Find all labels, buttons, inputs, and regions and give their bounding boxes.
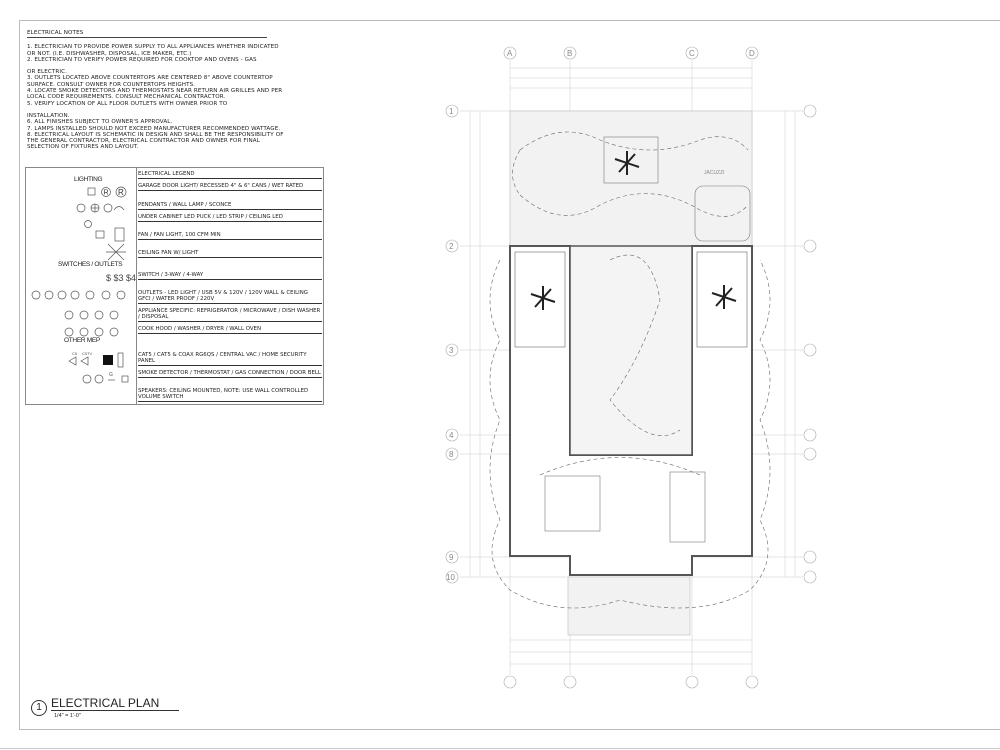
- note: 5. VERIFY LOCATION OF ALL FLOOR OUTLETS WITH OWNER PRIOR TO: [27, 100, 228, 107]
- legend-row: SWITCH / 3-WAY / 4-WAY: [138, 272, 322, 280]
- svg-text:R: R: [118, 188, 124, 197]
- legend-row: PENDANTS / WALL LAMP / SCONCE: [138, 202, 322, 210]
- legend-row: SPEAKERS: CEILING MOUNTED, NOTE: USE WALL CONTROLLED VOLUME SWITCH: [138, 388, 322, 402]
- drawing-scale: 1/4" = 1'-0": [54, 713, 81, 719]
- switch-icon: $ $3 $4: [106, 273, 136, 283]
- legend-title: ELECTRICAL LEGEND: [138, 171, 322, 179]
- smoke-detector-icon: [83, 375, 91, 383]
- legend-row: APPLIANCE SPECIFIC: REFRIGERATOR / MICROWAVE / DISH WASHER / DISPOSAL: [138, 308, 321, 320]
- legend-row: CEILING FAN W/ LIGHT: [138, 250, 322, 258]
- data-jack-icon: [69, 357, 88, 365]
- legend-category-other: OTHER MEP: [64, 337, 100, 344]
- electrical-notes: [27, 30, 287, 151]
- svg-text:2: 2: [449, 242, 454, 251]
- note: OR ELECTRIC.: [27, 69, 67, 76]
- drawing-number: 1: [31, 700, 47, 716]
- cook-hood-outlet-icons: [65, 328, 118, 336]
- svg-text:9: 9: [449, 553, 454, 562]
- legend-row: GARAGE DOOR LIGHT/ RECESSED 4" & 6" CANS / WET RATED: [138, 183, 322, 191]
- pendant-icon: [77, 204, 85, 212]
- outlet-icons: [32, 291, 125, 299]
- legend-row: CAT5 / CAT5 & COAX RG6QS / CENTRAL VAC / HOME SECURITY PANEL: [138, 352, 322, 366]
- svg-text:R: R: [103, 189, 109, 197]
- jacuzzi-label: JACUZZI: [704, 170, 725, 176]
- led-strip-icon: [114, 207, 124, 211]
- fan-light-icon: [115, 228, 124, 241]
- exhaust-fan-icon: [96, 231, 104, 238]
- legend-divider: [136, 168, 137, 404]
- note: 7. LAMPS INSTALLED SHOULD NOT EXCEED MANUFACTURER RECOMMENDED WATTAGE.: [27, 125, 281, 132]
- thermostat-icon: [95, 375, 103, 383]
- legend-category-lighting: LIGHTING: [74, 176, 103, 183]
- divider: [0, 748, 1000, 749]
- svg-text:C: C: [689, 49, 695, 58]
- svg-text:1: 1: [449, 107, 454, 116]
- patio-top: [510, 111, 752, 246]
- svg-text:10: 10: [446, 573, 455, 582]
- svg-text:B: B: [567, 49, 573, 58]
- recessed-light-icon: [88, 188, 95, 195]
- note: 6. ALL FINISHES SUBJECT TO OWNER'S APPROVAL.: [27, 119, 173, 126]
- central-vac-icon: [103, 355, 113, 365]
- drawing-name: ELECTRICAL PLAN: [51, 696, 179, 711]
- electrical-floor-plan: [430, 30, 840, 710]
- great-room: [570, 246, 692, 455]
- ceiling-fan-icon: [106, 244, 126, 260]
- legend-row: FAN / FAN LIGHT, 100 CFM MIN: [138, 232, 322, 240]
- appliance-outlet-icons: [65, 311, 118, 319]
- legend-row: COOK HOOD / WASHER / DRYER / WALL OVEN: [138, 326, 322, 334]
- note: INSTALLATION.: [27, 112, 70, 119]
- svg-text:4: 4: [449, 431, 454, 440]
- legend-symbols: [26, 168, 136, 404]
- legend-category-switches: SWITCHES / OUTLETS: [58, 261, 123, 268]
- note: 3. OUTLETS LOCATED ABOVE COUNTERTOPS ARE CENTERED 8" ABOVE COUNTERTOP SURFACE. CONSULT OWNER FOR COUNTERTOPS HEIGHTS.: [27, 75, 273, 88]
- svg-text:8: 8: [449, 450, 454, 459]
- sconce-icon: [104, 204, 112, 212]
- electrical-legend: [25, 167, 324, 405]
- led-puck-icon: [85, 221, 92, 228]
- notes-title: ELECTRICAL NOTES: [27, 30, 267, 38]
- note: 8. ELECTRICAL LAYOUT IS SCHEMATIC IN DESIGN AND SHALL BE THE RESPONSIBILITY OF THE GENERAL CONTRACTOR, ELECTRICAL CONTRACTOR AND OWNER FOR FINAL SELECTION OF FIXTURES AND LAYOUT.: [27, 131, 284, 151]
- patio-bottom: [568, 577, 690, 635]
- legend-row: OUTLETS - LED LIGHT / USB 5V & 120V / 120V WALL & CEILING GFCI / WATER PROOF / 220V: [138, 290, 322, 304]
- legend-row: UNDER CABINET LED PUCK / LED STRIP / CEILING LED: [138, 214, 322, 222]
- note: 1. ELECTRICIAN TO PROVIDE POWER SUPPLY TO ALL APPLIANCES WHETHER INDICATED OR NOT. (I.E. DISHWASHER, DISPOSAL, ICE MAKER, ETC.): [27, 44, 279, 57]
- door-bell-icon: [122, 376, 128, 382]
- gas-connection-icon: G: [109, 372, 113, 378]
- svg-text:C5: C5: [72, 351, 78, 356]
- svg-text:D: D: [749, 49, 755, 58]
- note: 4. LOCATE SMOKE DETECTORS AND THERMOSTATS NEAR RETURN AIR GRILLES AND PER LOCAL CODE REQUIREMENTS. CONSULT MECHANICAL CONTRACTOR.: [27, 88, 283, 101]
- note: 2. ELECTRICIAN TO VERIFY POWER REQUIRED FOR COOKTOP AND OVENS - GAS: [27, 56, 257, 63]
- svg-text:A: A: [507, 49, 513, 58]
- svg-text:C5TV: C5TV: [82, 351, 93, 356]
- svg-text:3: 3: [449, 346, 454, 355]
- security-panel-icon: [118, 353, 123, 367]
- legend-row: SMOKE DETECTOR / THERMOSTAT / GAS CONNECTION / DOOR BELL: [138, 370, 321, 376]
